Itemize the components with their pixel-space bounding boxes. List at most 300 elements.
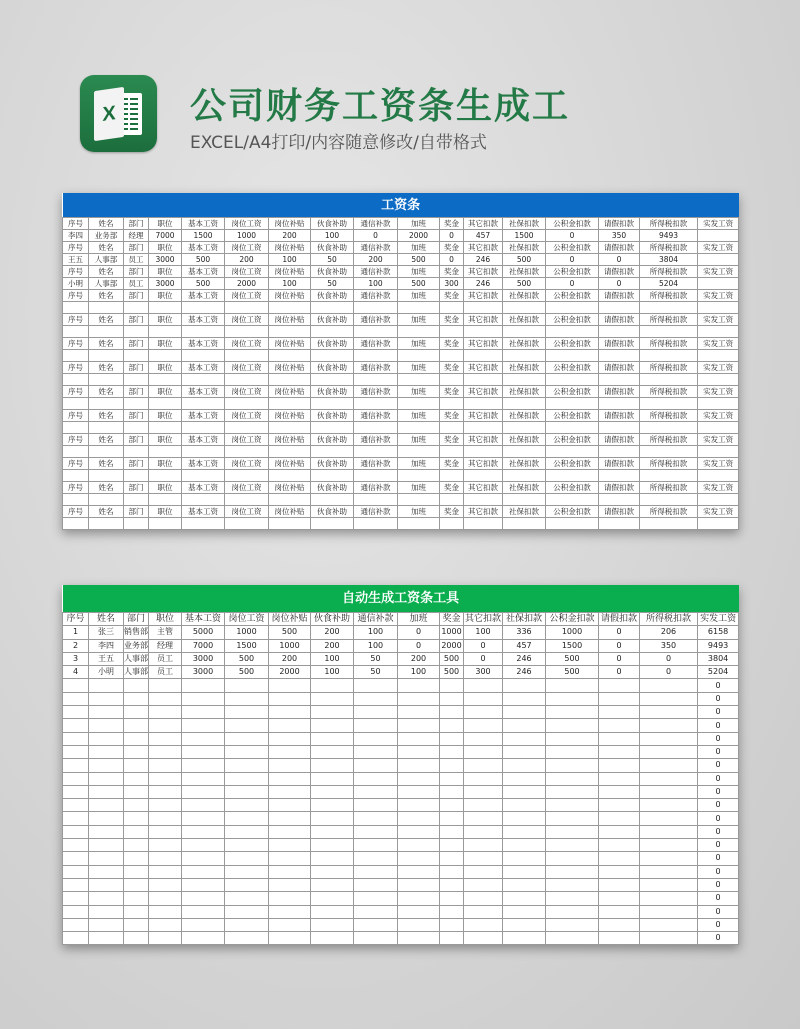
cell[interactable]: [464, 470, 503, 482]
cell[interactable]: [269, 470, 311, 482]
cell[interactable]: 实发工资: [698, 458, 739, 470]
cell[interactable]: [311, 732, 354, 745]
cell[interactable]: [464, 326, 503, 338]
cell[interactable]: 加班: [398, 482, 440, 494]
cell[interactable]: [63, 932, 89, 945]
cell[interactable]: [464, 398, 503, 410]
cell[interactable]: [503, 692, 546, 705]
cell[interactable]: [225, 422, 269, 434]
cell[interactable]: 岗位工资: [225, 362, 269, 374]
cell[interactable]: [640, 772, 698, 785]
cell[interactable]: [503, 799, 546, 812]
cell[interactable]: [89, 852, 124, 865]
cell[interactable]: 李四: [89, 639, 124, 652]
cell[interactable]: 社保扣款: [503, 290, 546, 302]
cell[interactable]: 岗位补贴: [269, 410, 311, 422]
cell[interactable]: [698, 230, 739, 242]
cell[interactable]: [640, 398, 698, 410]
cell[interactable]: [599, 719, 640, 732]
cell[interactable]: [149, 892, 182, 905]
cell[interactable]: [225, 706, 269, 719]
cell[interactable]: [311, 799, 354, 812]
cell[interactable]: 员工: [124, 278, 149, 290]
cell[interactable]: [63, 905, 89, 918]
cell[interactable]: [464, 374, 503, 386]
cell[interactable]: [464, 812, 503, 825]
cell[interactable]: [182, 398, 225, 410]
cell[interactable]: [149, 759, 182, 772]
cell[interactable]: [599, 932, 640, 945]
cell[interactable]: 200: [354, 254, 398, 266]
cell[interactable]: [354, 799, 398, 812]
cell[interactable]: [398, 326, 440, 338]
cell[interactable]: [398, 745, 440, 758]
cell[interactable]: 500: [503, 278, 546, 290]
cell[interactable]: 职位: [149, 242, 182, 254]
cell[interactable]: 岗位工资: [225, 290, 269, 302]
cell[interactable]: [89, 446, 124, 458]
cell[interactable]: 奖金: [440, 218, 464, 230]
cell[interactable]: 岗位补贴: [269, 613, 311, 626]
cell[interactable]: [546, 679, 599, 692]
cell[interactable]: 人事部: [89, 254, 124, 266]
cell[interactable]: 伙食补助: [311, 613, 354, 626]
cell[interactable]: [503, 350, 546, 362]
cell[interactable]: [225, 374, 269, 386]
cell[interactable]: 序号: [63, 613, 89, 626]
cell[interactable]: 0: [698, 679, 739, 692]
cell[interactable]: 4: [63, 666, 89, 679]
cell[interactable]: 100: [269, 278, 311, 290]
cell[interactable]: [640, 494, 698, 506]
cell[interactable]: 其它扣款: [464, 482, 503, 494]
cell[interactable]: [464, 932, 503, 945]
cell[interactable]: [225, 302, 269, 314]
cell[interactable]: [182, 892, 225, 905]
cell[interactable]: [269, 932, 311, 945]
cell[interactable]: [599, 679, 640, 692]
cell[interactable]: 所得税扣款: [640, 458, 698, 470]
cell[interactable]: [124, 679, 149, 692]
cell[interactable]: [440, 470, 464, 482]
cell[interactable]: [269, 326, 311, 338]
cell[interactable]: [311, 679, 354, 692]
cell[interactable]: [63, 494, 89, 506]
cell[interactable]: [124, 852, 149, 865]
cell[interactable]: [546, 446, 599, 458]
cell[interactable]: [124, 732, 149, 745]
cell[interactable]: [354, 398, 398, 410]
cell[interactable]: [182, 446, 225, 458]
cell[interactable]: 实发工资: [698, 482, 739, 494]
cell[interactable]: [225, 839, 269, 852]
cell[interactable]: [464, 799, 503, 812]
cell[interactable]: [546, 932, 599, 945]
cell[interactable]: 0: [698, 825, 739, 838]
cell[interactable]: [503, 518, 546, 530]
cell[interactable]: 奖金: [440, 314, 464, 326]
cell[interactable]: [546, 302, 599, 314]
cell[interactable]: [354, 518, 398, 530]
cell[interactable]: 主管: [149, 626, 182, 639]
cell[interactable]: 基本工资: [182, 613, 225, 626]
cell[interactable]: [89, 494, 124, 506]
cell[interactable]: [398, 892, 440, 905]
cell[interactable]: 姓名: [89, 218, 124, 230]
cell[interactable]: 奖金: [440, 290, 464, 302]
cell[interactable]: [182, 706, 225, 719]
cell[interactable]: 0: [599, 652, 640, 665]
cell[interactable]: [354, 932, 398, 945]
cell[interactable]: [440, 918, 464, 931]
cell[interactable]: 岗位补贴: [269, 266, 311, 278]
cell[interactable]: [225, 732, 269, 745]
cell[interactable]: [182, 719, 225, 732]
cell[interactable]: [546, 878, 599, 891]
cell[interactable]: 通信补款: [354, 338, 398, 350]
cell[interactable]: 246: [464, 278, 503, 290]
cell[interactable]: 岗位补贴: [269, 458, 311, 470]
cell[interactable]: 206: [640, 626, 698, 639]
cell[interactable]: [546, 852, 599, 865]
cell[interactable]: 所得税扣款: [640, 362, 698, 374]
cell[interactable]: 社保扣款: [503, 434, 546, 446]
cell[interactable]: [269, 905, 311, 918]
cell[interactable]: 通信补款: [354, 314, 398, 326]
cell[interactable]: 奖金: [440, 434, 464, 446]
cell[interactable]: [698, 302, 739, 314]
cell[interactable]: 0: [464, 639, 503, 652]
cell[interactable]: [124, 422, 149, 434]
cell[interactable]: 姓名: [89, 458, 124, 470]
cell[interactable]: [698, 422, 739, 434]
cell[interactable]: [640, 679, 698, 692]
cell[interactable]: 岗位工资: [225, 506, 269, 518]
cell[interactable]: [63, 706, 89, 719]
cell[interactable]: [640, 302, 698, 314]
cell[interactable]: 职位: [149, 362, 182, 374]
cell[interactable]: [89, 719, 124, 732]
cell[interactable]: 社保扣款: [503, 386, 546, 398]
cell[interactable]: 加班: [398, 458, 440, 470]
cell[interactable]: [546, 892, 599, 905]
cell[interactable]: 基本工资: [182, 242, 225, 254]
cell[interactable]: [63, 772, 89, 785]
cell[interactable]: 所得税扣款: [640, 266, 698, 278]
cell[interactable]: [63, 852, 89, 865]
cell[interactable]: [503, 772, 546, 785]
cell[interactable]: [599, 518, 640, 530]
cell[interactable]: [503, 302, 546, 314]
cell[interactable]: 序号: [63, 386, 89, 398]
cell[interactable]: [464, 905, 503, 918]
cell[interactable]: [182, 918, 225, 931]
cell[interactable]: 2: [63, 639, 89, 652]
cell[interactable]: 50: [354, 666, 398, 679]
cell[interactable]: 5000: [182, 626, 225, 639]
cell[interactable]: 职位: [149, 458, 182, 470]
cell[interactable]: [311, 350, 354, 362]
cell[interactable]: [63, 302, 89, 314]
cell[interactable]: [354, 692, 398, 705]
cell[interactable]: [269, 892, 311, 905]
cell[interactable]: 公积金扣款: [546, 362, 599, 374]
cell[interactable]: [182, 518, 225, 530]
cell[interactable]: 实发工资: [698, 362, 739, 374]
cell[interactable]: 实发工资: [698, 434, 739, 446]
cell[interactable]: 0: [640, 652, 698, 665]
cell[interactable]: 所得税扣款: [640, 314, 698, 326]
cell[interactable]: [640, 759, 698, 772]
cell[interactable]: 加班: [398, 266, 440, 278]
cell[interactable]: 基本工资: [182, 506, 225, 518]
cell[interactable]: [182, 494, 225, 506]
cell[interactable]: 加班: [398, 613, 440, 626]
cell[interactable]: [149, 350, 182, 362]
cell[interactable]: [640, 878, 698, 891]
cell[interactable]: 岗位补贴: [269, 386, 311, 398]
cell[interactable]: 职位: [149, 266, 182, 278]
cell[interactable]: 0: [698, 865, 739, 878]
cell[interactable]: [124, 785, 149, 798]
cell[interactable]: [124, 692, 149, 705]
cell[interactable]: [398, 518, 440, 530]
cell[interactable]: 部门: [124, 290, 149, 302]
cell[interactable]: 员工: [124, 254, 149, 266]
cell[interactable]: [354, 839, 398, 852]
cell[interactable]: [182, 326, 225, 338]
cell[interactable]: [63, 759, 89, 772]
cell[interactable]: [269, 839, 311, 852]
cell[interactable]: 0: [698, 785, 739, 798]
cell[interactable]: [398, 772, 440, 785]
cell[interactable]: [440, 679, 464, 692]
cell[interactable]: 实发工资: [698, 506, 739, 518]
cell[interactable]: [63, 878, 89, 891]
cell[interactable]: 通信补款: [354, 506, 398, 518]
cell[interactable]: 社保扣款: [503, 314, 546, 326]
cell[interactable]: 岗位工资: [225, 434, 269, 446]
cell[interactable]: 请假扣款: [599, 434, 640, 446]
cell[interactable]: [440, 446, 464, 458]
cell[interactable]: 奖金: [440, 338, 464, 350]
cell[interactable]: [354, 892, 398, 905]
cell[interactable]: [63, 422, 89, 434]
cell[interactable]: [398, 302, 440, 314]
cell[interactable]: 加班: [398, 434, 440, 446]
cell[interactable]: [354, 719, 398, 732]
cell[interactable]: 岗位补贴: [269, 314, 311, 326]
cell[interactable]: [599, 825, 640, 838]
cell[interactable]: [546, 799, 599, 812]
cell[interactable]: 500: [440, 666, 464, 679]
cell[interactable]: [398, 719, 440, 732]
cell[interactable]: 部门: [124, 410, 149, 422]
cell[interactable]: 奖金: [440, 458, 464, 470]
cell[interactable]: [182, 812, 225, 825]
cell[interactable]: [311, 374, 354, 386]
cell[interactable]: 500: [546, 652, 599, 665]
cell[interactable]: 300: [464, 666, 503, 679]
cell[interactable]: 50: [311, 278, 354, 290]
cell[interactable]: 职位: [149, 482, 182, 494]
cell[interactable]: 序号: [63, 482, 89, 494]
cell[interactable]: [63, 785, 89, 798]
cell[interactable]: [63, 745, 89, 758]
cell[interactable]: 336: [503, 626, 546, 639]
cell[interactable]: [354, 679, 398, 692]
cell[interactable]: [149, 494, 182, 506]
cell[interactable]: [354, 732, 398, 745]
cell[interactable]: [311, 398, 354, 410]
cell[interactable]: 加班: [398, 506, 440, 518]
cell[interactable]: [640, 350, 698, 362]
cell[interactable]: [398, 932, 440, 945]
cell[interactable]: 公积金扣款: [546, 386, 599, 398]
cell[interactable]: [698, 350, 739, 362]
cell[interactable]: [440, 719, 464, 732]
cell[interactable]: [311, 825, 354, 838]
cell[interactable]: [225, 892, 269, 905]
cell[interactable]: [225, 679, 269, 692]
cell[interactable]: 基本工资: [182, 434, 225, 446]
cell[interactable]: [398, 732, 440, 745]
cell[interactable]: [89, 745, 124, 758]
cell[interactable]: [269, 398, 311, 410]
cell[interactable]: 岗位工资: [225, 458, 269, 470]
cell[interactable]: [503, 918, 546, 931]
cell[interactable]: [124, 350, 149, 362]
cell[interactable]: 加班: [398, 218, 440, 230]
cell[interactable]: 50: [311, 254, 354, 266]
cell[interactable]: [269, 852, 311, 865]
cell[interactable]: 2000: [225, 278, 269, 290]
cell[interactable]: [599, 852, 640, 865]
cell[interactable]: [440, 745, 464, 758]
cell[interactable]: 人事部: [89, 278, 124, 290]
cell[interactable]: 0: [698, 759, 739, 772]
cell[interactable]: [354, 446, 398, 458]
cell[interactable]: 小明: [63, 278, 89, 290]
cell[interactable]: 0: [698, 692, 739, 705]
cell[interactable]: 奖金: [440, 506, 464, 518]
cell[interactable]: [225, 852, 269, 865]
cell[interactable]: [440, 839, 464, 852]
cell[interactable]: [269, 692, 311, 705]
cell[interactable]: 公积金扣款: [546, 242, 599, 254]
cell[interactable]: [63, 350, 89, 362]
cell[interactable]: [503, 679, 546, 692]
cell[interactable]: 1000: [440, 626, 464, 639]
cell[interactable]: [182, 932, 225, 945]
cell[interactable]: 社保扣款: [503, 506, 546, 518]
cell[interactable]: [225, 878, 269, 891]
cell[interactable]: 奖金: [440, 362, 464, 374]
cell[interactable]: 岗位补贴: [269, 290, 311, 302]
cell[interactable]: [503, 852, 546, 865]
cell[interactable]: [89, 812, 124, 825]
cell[interactable]: [640, 692, 698, 705]
cell[interactable]: [546, 759, 599, 772]
cell[interactable]: [546, 350, 599, 362]
cell[interactable]: 0: [546, 254, 599, 266]
cell[interactable]: [640, 518, 698, 530]
cell[interactable]: 部门: [124, 338, 149, 350]
cell[interactable]: [149, 732, 182, 745]
cell[interactable]: 部门: [124, 482, 149, 494]
cell[interactable]: 加班: [398, 386, 440, 398]
cell[interactable]: [225, 772, 269, 785]
cell[interactable]: 1500: [503, 230, 546, 242]
cell[interactable]: [546, 772, 599, 785]
cell[interactable]: 5204: [698, 666, 739, 679]
cell[interactable]: 1000: [225, 626, 269, 639]
cell[interactable]: 500: [182, 254, 225, 266]
cell[interactable]: 序号: [63, 338, 89, 350]
cell[interactable]: 所得税扣款: [640, 290, 698, 302]
cell[interactable]: [440, 398, 464, 410]
cell[interactable]: [440, 706, 464, 719]
cell[interactable]: 实发工资: [698, 218, 739, 230]
cell[interactable]: [225, 350, 269, 362]
cell[interactable]: [440, 799, 464, 812]
cell[interactable]: [398, 812, 440, 825]
cell[interactable]: 100: [354, 639, 398, 652]
cell[interactable]: [89, 398, 124, 410]
cell[interactable]: [89, 706, 124, 719]
cell[interactable]: [599, 302, 640, 314]
cell[interactable]: 50: [354, 652, 398, 665]
cell[interactable]: [149, 422, 182, 434]
cell[interactable]: [149, 799, 182, 812]
cell[interactable]: [698, 254, 739, 266]
cell[interactable]: 社保扣款: [503, 482, 546, 494]
cell[interactable]: 社保扣款: [503, 338, 546, 350]
cell[interactable]: 实发工资: [698, 242, 739, 254]
cell[interactable]: [398, 839, 440, 852]
cell[interactable]: [149, 374, 182, 386]
cell[interactable]: [440, 518, 464, 530]
cell[interactable]: [354, 918, 398, 931]
cell[interactable]: 所得税扣款: [640, 386, 698, 398]
cell[interactable]: [398, 759, 440, 772]
cell[interactable]: [440, 302, 464, 314]
cell[interactable]: 500: [440, 652, 464, 665]
cell[interactable]: [269, 679, 311, 692]
cell[interactable]: 0: [440, 254, 464, 266]
cell[interactable]: 1500: [546, 639, 599, 652]
cell[interactable]: 所得税扣款: [640, 218, 698, 230]
cell[interactable]: [149, 839, 182, 852]
cell[interactable]: 0: [698, 852, 739, 865]
cell[interactable]: 0: [698, 719, 739, 732]
cell[interactable]: [269, 422, 311, 434]
cell[interactable]: [269, 918, 311, 931]
cell[interactable]: 1000: [225, 230, 269, 242]
cell[interactable]: [89, 865, 124, 878]
cell[interactable]: [640, 446, 698, 458]
cell[interactable]: [225, 518, 269, 530]
cell[interactable]: 100: [311, 230, 354, 242]
cell[interactable]: 3000: [182, 666, 225, 679]
cell[interactable]: 0: [546, 278, 599, 290]
cell[interactable]: 9493: [698, 639, 739, 652]
cell[interactable]: 0: [698, 892, 739, 905]
cell[interactable]: 序号: [63, 410, 89, 422]
cell[interactable]: [440, 932, 464, 945]
cell[interactable]: 1: [63, 626, 89, 639]
cell[interactable]: [182, 422, 225, 434]
